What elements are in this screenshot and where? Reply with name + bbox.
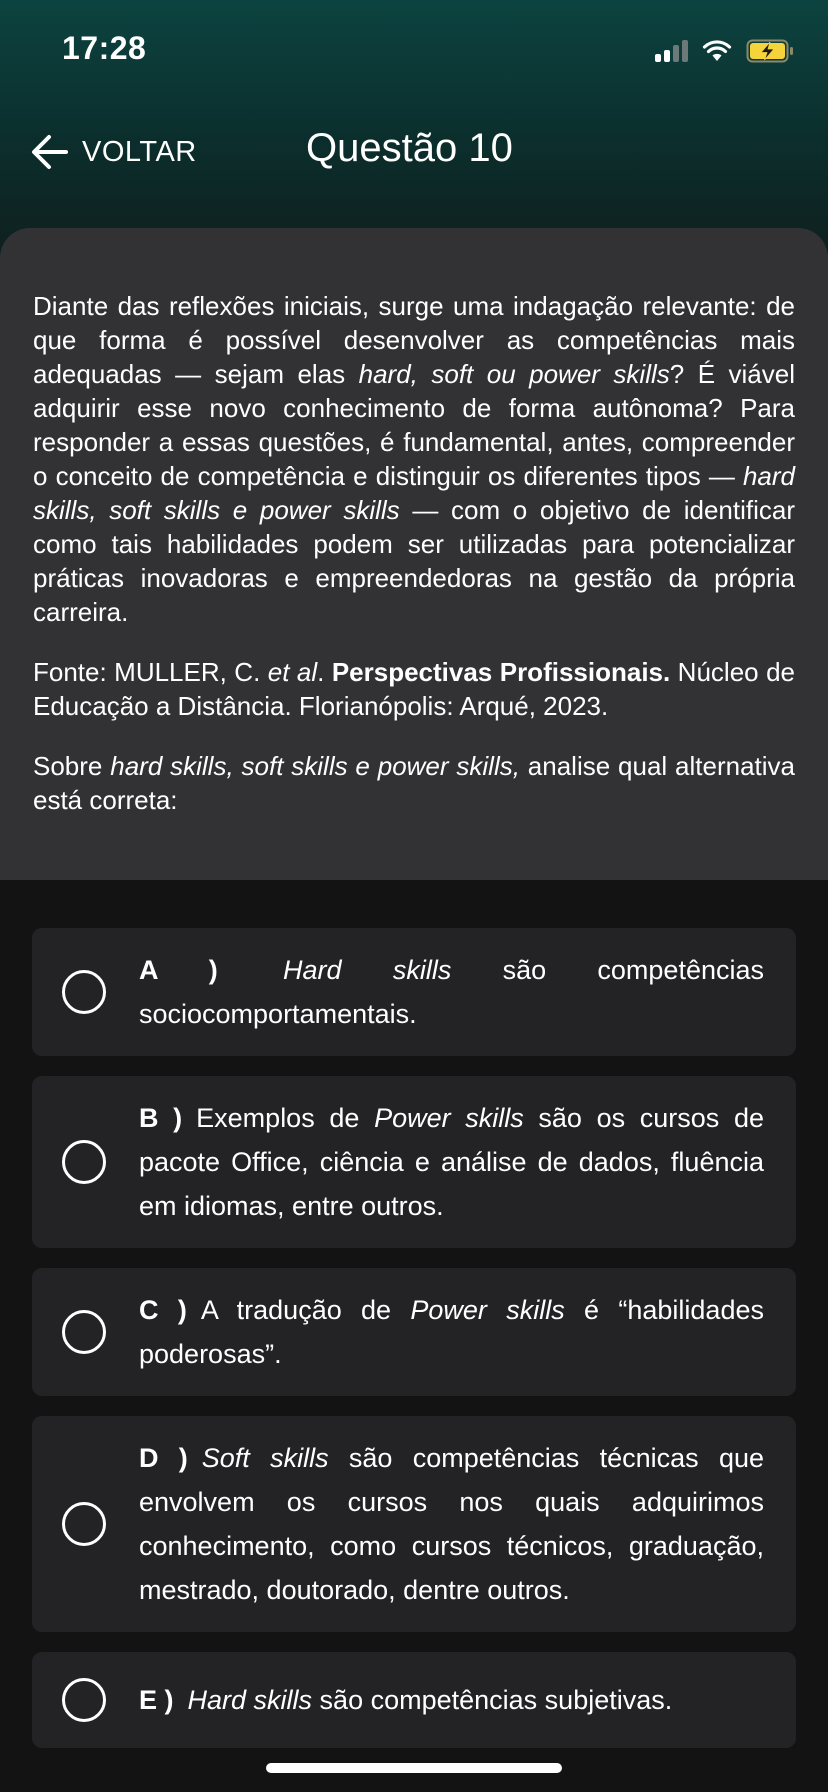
question-prompt: Sobre hard skills, soft skills e power skills, analise qual alternativa está correta: — [33, 751, 795, 815]
radio-unselected-icon[interactable] — [62, 1678, 106, 1722]
option-d[interactable] — [32, 1416, 796, 1632]
radio-unselected-icon[interactable] — [62, 970, 106, 1014]
option-b[interactable] — [32, 1076, 796, 1248]
arrow-left-icon — [30, 134, 68, 170]
home-indicator[interactable] — [266, 1763, 562, 1773]
status-time: 17:28 — [62, 30, 147, 66]
option-c[interactable] — [32, 1268, 796, 1396]
question-source: Fonte: MULLER, C. et al. Perspectivas Profissionais. Núcleo de Educação a Distância. Florianópolis: Arqué, 2023. — [33, 657, 795, 721]
option-c-text: C ) A tradução de Power skills é “habilidades poderosas”. — [139, 1295, 764, 1369]
back-label: VOLTAR — [82, 135, 197, 168]
radio-unselected-icon[interactable] — [62, 1310, 106, 1354]
radio-unselected-icon[interactable] — [62, 1140, 106, 1184]
question-card — [0, 228, 828, 880]
question-paragraph: Diante das reflexões iniciais, surge uma indagação relevante: de que forma é possível desenvolver as competências mais adequadas — sejam elas hard, soft ou power skills? É viável adquirir esse novo conhecimento de forma autônoma? Para responder a essas questões, é fundamental, antes, compreender o conceito de competência e distinguir os diferentes tipos — hard skills, soft skills e power skills — com o objetivo de identificar como tais habilidades podem ser utilizadas para potencializar práticas inovadoras e empreendedoras na gestão da própria carreira. — [33, 291, 795, 627]
page-title: Questão 10 — [306, 126, 513, 170]
option-e[interactable] — [32, 1652, 796, 1748]
option-a-text: A ) Hard skills são competências sociocomportamentais. — [139, 955, 764, 1029]
option-d-text: D ) Soft skills são competências técnicas que envolvem os cursos nos quais adquirimos conhecimento, como cursos técnicos, graduação, mestrado, doutorado, dentre outros. — [139, 1443, 764, 1605]
status-bar — [0, 0, 828, 100]
radio-unselected-icon[interactable] — [62, 1502, 106, 1546]
question-text — [33, 289, 795, 817]
option-e-text: E ) Hard skills são competências subjetivas. — [139, 1685, 673, 1715]
battery-charging-icon — [746, 39, 794, 63]
option-b-text: B ) Exemplos de Power skills são os cursos de pacote Office, ciência e análise de dados, fluência em idiomas, entre outros. — [139, 1103, 764, 1221]
option-a[interactable] — [32, 928, 796, 1056]
status-icons — [655, 36, 794, 66]
back-button[interactable] — [30, 130, 197, 174]
wifi-icon — [702, 40, 732, 62]
cellular-signal-icon — [655, 40, 688, 62]
answer-options — [32, 928, 796, 1768]
